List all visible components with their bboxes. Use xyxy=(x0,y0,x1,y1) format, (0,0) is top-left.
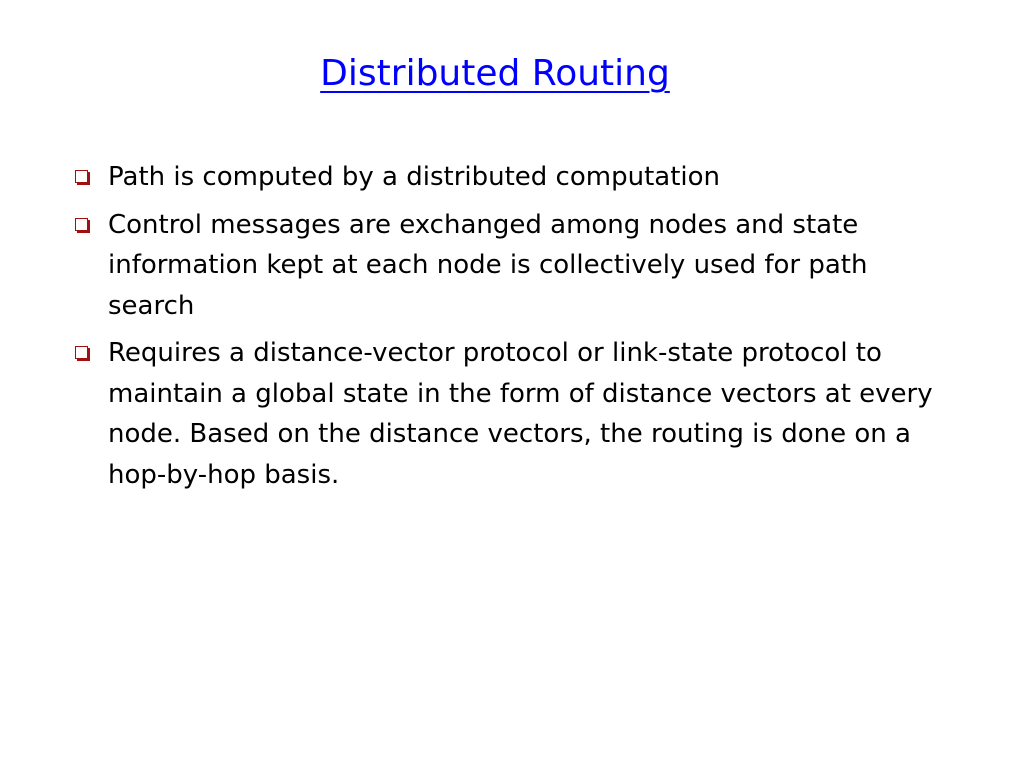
bullet-item xyxy=(75,205,935,327)
bullet-item xyxy=(75,157,935,198)
hollow-square-bullet-icon xyxy=(75,346,88,359)
bullet-text: Requires a distance-vector protocol or link-state protocol to maintain a global state in the form of distance vectors at every node. Based on the distance vectors, the routing is done on a hop-by-hop basis. xyxy=(108,338,933,490)
bullet-text: Path is computed by a distributed computation xyxy=(108,162,721,192)
bullet-list xyxy=(75,157,935,502)
hollow-square-bullet-icon xyxy=(75,218,88,231)
hollow-square-bullet-icon xyxy=(75,170,88,183)
slide-title: Distributed Routing xyxy=(320,53,670,94)
bullet-text: Control messages are exchanged among nodes and state information kept at each node is collectively used for path search xyxy=(108,209,868,321)
bullet-item xyxy=(75,333,935,495)
